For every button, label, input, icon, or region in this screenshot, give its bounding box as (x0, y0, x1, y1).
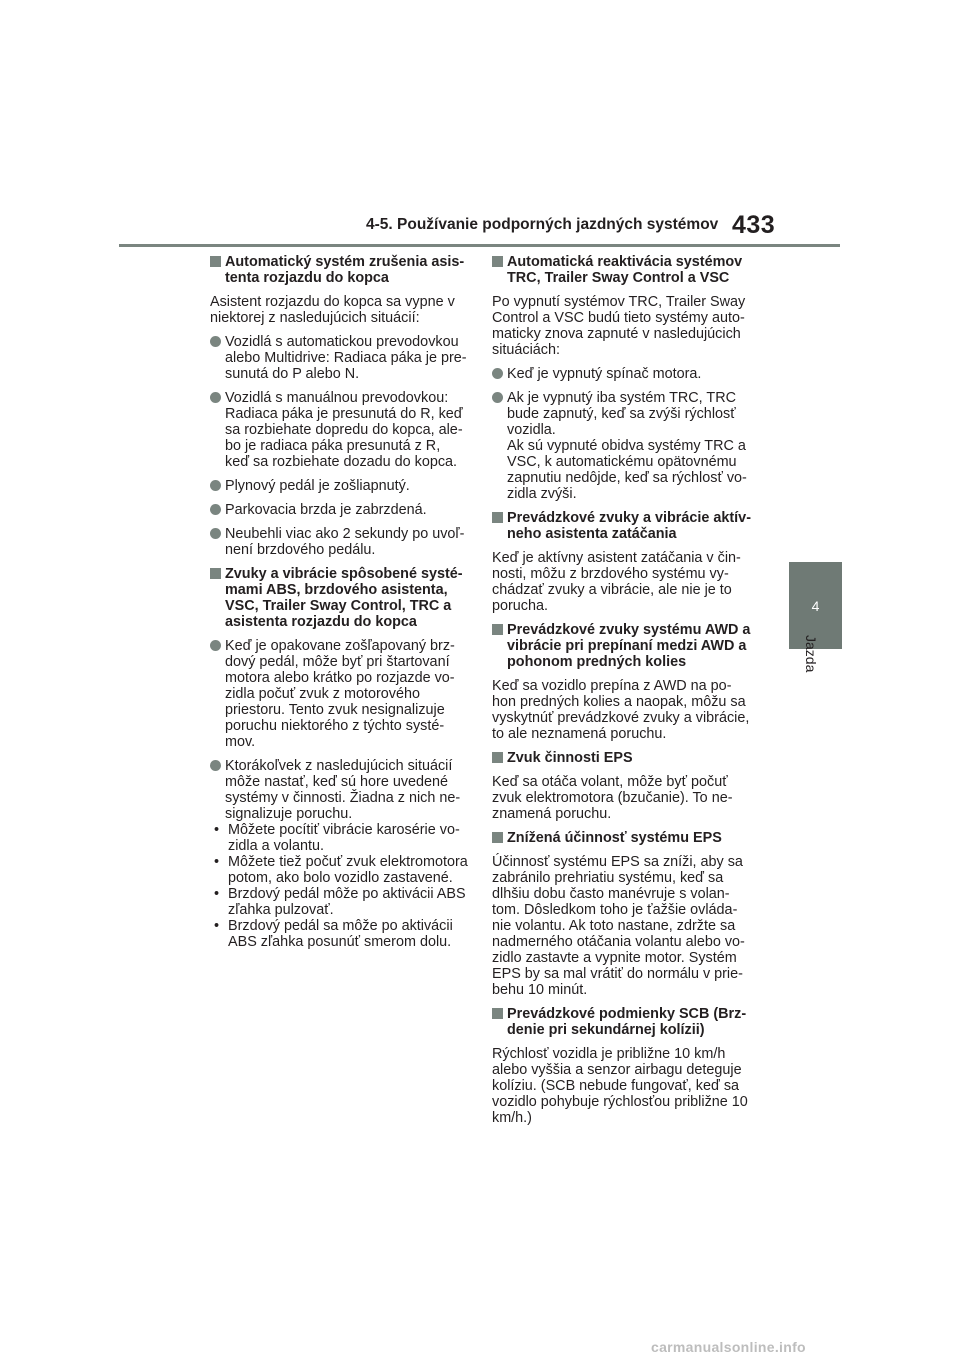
left-column (210, 254, 468, 950)
round-bullet-icon (210, 392, 221, 403)
dot-marker-icon: • (214, 822, 220, 838)
paragraph: Po vypnutí systémov TRC, Trailer Sway Control a VSC budú tieto systémy auto-maticky znova zapnuté v nasledujúcich situáciách: (492, 294, 746, 358)
sub-list-item-text: Môžete pocítiť vibrácie karosérie vo-zidla a volantu. (228, 822, 460, 854)
sub-list-item (210, 886, 468, 918)
sub-list-item-text: Brzdový pedál sa môže po aktivácii ABS zľahka posunúť smerom dolu. (228, 918, 453, 950)
round-bullet-icon (210, 760, 221, 771)
section-heading (492, 750, 754, 766)
section-heading (492, 510, 754, 542)
list-item-text: Plynový pedál je zošliapnutý. (225, 478, 410, 494)
square-bullet-icon (492, 512, 503, 523)
watermark-logo: carmanualsonline.info (651, 1339, 806, 1355)
square-bullet-icon (492, 1008, 503, 1019)
heading-text: Znížená účinnosť systému EPS (507, 830, 722, 846)
list-item (492, 366, 754, 382)
section-heading (492, 830, 754, 846)
sub-list-item-text: Môžete tiež počuť zvuk elektromotora potom, ako bolo vozidlo zastavené. (228, 854, 468, 886)
square-bullet-icon (210, 568, 221, 579)
heading-text: Prevádzkové zvuky systému AWD a vibrácie pri prepínaní medzi AWD a pohonom predných kolies (507, 622, 751, 670)
section-title: 4-5. Používanie podporných jazdných systémov (366, 216, 719, 233)
square-bullet-icon (492, 256, 503, 267)
heading-text: Automatická reaktivácia systémov TRC, Trailer Sway Control a VSC (507, 254, 743, 286)
list-item (210, 478, 468, 494)
section-heading (492, 1006, 754, 1038)
heading-text: Prevádzkové zvuky a vibrácie aktív-neho asistenta zatáčania (507, 510, 751, 542)
sub-list-item (210, 822, 468, 854)
section-heading (492, 254, 754, 286)
page-number: 433 (732, 211, 776, 239)
square-bullet-icon (492, 832, 503, 843)
square-bullet-icon (492, 624, 503, 635)
heading-text: Zvuk činnosti EPS (507, 750, 633, 766)
dot-marker-icon: • (214, 854, 220, 870)
list-item (210, 390, 468, 470)
list-item-text: Vozidlá s automatickou prevodovkou alebo Multidrive: Radiaca páka je pre-sunutá do P alebo N. (225, 334, 467, 382)
list-item-text: Parkovacia brzda je zabrzdená. (225, 502, 427, 518)
round-bullet-icon (210, 528, 221, 539)
list-item (210, 638, 468, 750)
list-item-text: Keď je opakovane zošľapovaný brz-dový pedál, môže byť pri štartovaní motora alebo krátko po rozjazde vo-zidla počuť zvuk z motorového priestoru. Tento zvuk nesignalizuje poruchu niektorého z týchto systé-mov. (225, 638, 455, 750)
round-bullet-icon (210, 336, 221, 347)
sub-list-item (210, 854, 468, 886)
list-item-text: Ktorákoľvek z nasledujúcich situácií môže nastať, keď sú hore uvedené systémy v činnosti. Žiadna z nich ne-signalizuje poruchu. (225, 758, 461, 822)
sub-list-item (210, 918, 468, 950)
paragraph: Keď sa vozidlo prepína z AWD na po-hon predných kolies a naopak, môžu sa vyskytnúť prevádzkové zvuky a vibrácie, to ale neznamená poruchu. (492, 678, 750, 742)
round-bullet-icon (210, 480, 221, 491)
section-heading (492, 622, 754, 670)
section-heading (210, 566, 468, 630)
list-item-text: Keď je vypnutý spínač motora. (507, 366, 702, 382)
dot-marker-icon: • (214, 918, 220, 934)
paragraph: Keď je aktívny asistent zatáčania v čin-nosti, môžu z brzdového systému vy-chádzať zvuky a vibrácie, ale nie je to porucha. (492, 550, 741, 614)
square-bullet-icon (210, 256, 221, 267)
heading-text: Zvuky a vibrácie spôsobené systé-mami ABS, brzdového asistenta, VSC, Trailer Sway Control, TRC a asistenta rozjazdu do kopca (225, 566, 463, 630)
list-item (210, 334, 468, 382)
round-bullet-icon (210, 640, 221, 651)
header-rule (119, 244, 840, 247)
list-item (210, 502, 468, 518)
chapter-label: Jazda (803, 635, 819, 673)
sub-list-item-text: Brzdový pedál môže po aktivácii ABS zľahka pulzovať. (228, 886, 466, 918)
list-item (492, 390, 754, 502)
list-item-text: Ak je vypnutý iba systém TRC, TRC bude zapnutý, keď sa zvýši rýchlosť vozidla. (507, 390, 736, 438)
list-item-text: Ak sú vypnuté obidva systémy TRC a VSC, k automatickému opätovnému zapnutiu nedôjde, keď sa rýchlosť vo-zidla zvýši. (507, 438, 747, 502)
list-item (210, 758, 468, 822)
chapter-number: 4 (811, 597, 820, 614)
round-bullet-icon (492, 392, 503, 403)
section-heading (210, 254, 468, 286)
list-item-text: Neubehli viac ako 2 sekundy po uvoľ-není brzdového pedálu. (225, 526, 465, 558)
paragraph: Rýchlosť vozidla je približne 10 km/h alebo vyššia a senzor airbagu deteguje kolíziu. (SCB nebude fungovať, keď sa vozidlo pohybuje rýchlosťou približne 10 km/h.) (492, 1046, 748, 1126)
heading-text: Prevádzkové podmienky SCB (Brz-denie pri sekundárnej kolízii) (507, 1006, 747, 1038)
paragraph: Účinnosť systému EPS sa zníži, aby sa zabránilo prehriatiu systému, keď sa dlhšiu dobu často manévruje s volan-tom. Dôsledkom toho je ťažšie ovláda-nie volantu. Ak toto nastane, zdržte sa nadmerného otáčania volantu alebo vo-zidlo zastavte a vypnite motor. Systém EPS by sa mal vrátiť do normálu v prie-behu 10 minút. (492, 854, 745, 998)
round-bullet-icon (492, 368, 503, 379)
list-item-text: Vozidlá s manuálnou prevodovkou: Radiaca páka je presunutá do R, keď sa rozbiehate dopredu do kopca, ale-bo je radiaca páka presunutá z R, keď sa rozbiehate dozadu do kopca. (225, 390, 463, 470)
paragraph: Keď sa otáča volant, môže byť počuť zvuk elektromotora (bzučanie). To ne-znamená poruchu. (492, 774, 733, 822)
dot-marker-icon: • (214, 886, 220, 902)
right-column (492, 254, 754, 1134)
paragraph: Asistent rozjazdu do kopca sa vypne v niektorej z nasledujúcich situácií: (210, 294, 455, 326)
round-bullet-icon (210, 504, 221, 515)
list-item (210, 526, 468, 558)
heading-text: Automatický systém zrušenia asis-tenta rozjazdu do kopca (225, 254, 465, 286)
square-bullet-icon (492, 752, 503, 763)
